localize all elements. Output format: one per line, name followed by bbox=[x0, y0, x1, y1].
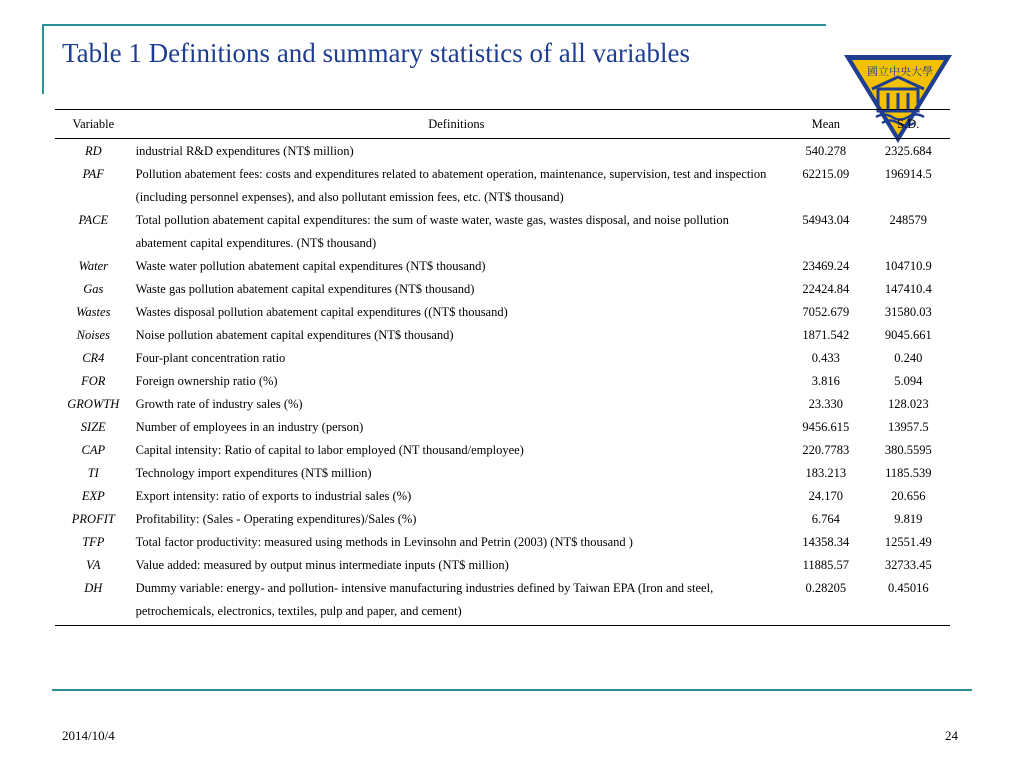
sd-cell: 9.819 bbox=[894, 512, 923, 526]
table-row bbox=[55, 139, 950, 164]
sd-cell: 12551.49 bbox=[884, 535, 932, 549]
table-row bbox=[55, 554, 950, 577]
definition-cell: Foreign ownership ratio (%) bbox=[135, 374, 278, 388]
definition-cell: Pollution abatement fees: costs and expenditures related to abatement operation, maintenance, supervision, test and inspection (including personnel expenses), and also pollutant emission fees, etc. (NT$ thousand) bbox=[135, 167, 767, 204]
mean-cell: 24.170 bbox=[808, 489, 844, 503]
top-frame-line bbox=[42, 24, 826, 26]
table-row bbox=[55, 370, 950, 393]
sd-cell: 31580.03 bbox=[884, 305, 932, 319]
mean-cell: 11885.57 bbox=[802, 558, 850, 572]
definition-cell: Growth rate of industry sales (%) bbox=[135, 397, 303, 411]
sd-cell: 5.094 bbox=[894, 374, 923, 388]
variable-cell: Water bbox=[78, 259, 108, 273]
footer-date: 2014/10/4 bbox=[62, 728, 115, 743]
header-sd: S.D. bbox=[867, 110, 950, 139]
sd-cell: 32733.45 bbox=[884, 558, 932, 572]
table-row bbox=[55, 301, 950, 324]
variable-cell: CR4 bbox=[82, 351, 105, 365]
variable-cell: PAF bbox=[82, 167, 104, 181]
table-row bbox=[55, 439, 950, 462]
table-header-row bbox=[55, 110, 950, 139]
mean-cell: 540.278 bbox=[805, 144, 847, 158]
mean-cell: 14358.34 bbox=[802, 535, 850, 549]
definition-cell: industrial R&D expenditures (NT$ million) bbox=[135, 144, 354, 158]
slide-title: Table 1 Definitions and summary statistics of all variables bbox=[62, 38, 690, 68]
sd-cell: 1185.539 bbox=[885, 466, 932, 480]
definition-cell: Four-plant concentration ratio bbox=[135, 351, 286, 365]
mean-cell: 62215.09 bbox=[802, 167, 850, 181]
header-mean: Mean bbox=[785, 110, 866, 139]
sd-cell: 0.45016 bbox=[867, 577, 950, 626]
sd-cell: 147410.4 bbox=[884, 282, 932, 296]
definition-cell: Total pollution abatement capital expenditures: the sum of waste water, waste gas, wastes disposal, and noise pollution abatement capital expenditures. (NT$ thousand) bbox=[135, 213, 729, 250]
definition-cell: Export intensity: ratio of exports to industrial sales (%) bbox=[135, 489, 412, 503]
definition-cell: Waste gas pollution abatement capital expenditures (NT$ thousand) bbox=[135, 282, 475, 296]
mean-cell: 1871.542 bbox=[802, 328, 850, 342]
mean-cell: 23.330 bbox=[808, 397, 844, 411]
table-row bbox=[55, 485, 950, 508]
table-row bbox=[55, 163, 950, 209]
definition-cell: Number of employees in an industry (person) bbox=[135, 420, 364, 434]
variable-cell: TI bbox=[87, 466, 99, 480]
table-row bbox=[55, 393, 950, 416]
definition-cell: Technology import expenditures (NT$ million) bbox=[135, 466, 372, 480]
table-row bbox=[55, 462, 950, 485]
mean-cell: 7052.679 bbox=[802, 305, 850, 319]
table-row bbox=[55, 416, 950, 439]
sd-cell: 380.5595 bbox=[884, 443, 932, 457]
left-frame-line bbox=[42, 24, 44, 94]
table-row bbox=[55, 324, 950, 347]
definition-cell: Value added: measured by output minus intermediate inputs (NT$ million) bbox=[135, 558, 509, 572]
variable-cell: EXP bbox=[81, 489, 105, 503]
mean-cell: 6.764 bbox=[811, 512, 840, 526]
variable-cell: PACE bbox=[78, 213, 109, 227]
sd-cell: 9045.661 bbox=[884, 328, 932, 342]
logo-text: 國立中央大學 bbox=[867, 65, 933, 78]
definition-cell: Waste water pollution abatement capital expenditures (NT$ thousand) bbox=[135, 259, 486, 273]
header-variable: Variable bbox=[55, 110, 132, 139]
variable-cell: Gas bbox=[83, 282, 104, 296]
sd-cell: 13957.5 bbox=[887, 420, 929, 434]
table-row bbox=[55, 508, 950, 531]
variable-cell: Wastes bbox=[76, 305, 111, 319]
mean-cell: 0.433 bbox=[811, 351, 840, 365]
variable-cell: GROWTH bbox=[67, 397, 120, 411]
definition-cell: Profitability: (Sales - Operating expenditures)/Sales (%) bbox=[135, 512, 417, 526]
table-row bbox=[55, 255, 950, 278]
mean-cell: 3.816 bbox=[811, 374, 840, 388]
definition-cell: Noise pollution abatement capital expenditures (NT$ thousand) bbox=[135, 328, 454, 342]
sd-cell: 196914.5 bbox=[884, 167, 932, 181]
footer-divider bbox=[52, 689, 972, 691]
definition-cell: Capital intensity: Ratio of capital to labor employed (NT thousand/employee) bbox=[135, 443, 524, 457]
summary-table-container bbox=[55, 109, 950, 626]
variable-cell: FOR bbox=[81, 374, 106, 388]
sd-cell: 0.240 bbox=[894, 351, 923, 365]
variable-cell: DH bbox=[55, 577, 132, 626]
table-row bbox=[55, 347, 950, 370]
definition-cell: Wastes disposal pollution abatement capital expenditures ((NT$ thousand) bbox=[135, 305, 508, 319]
variable-cell: PROFIT bbox=[71, 512, 115, 526]
page-number: 24 bbox=[945, 728, 958, 743]
mean-cell: 9456.615 bbox=[802, 420, 850, 434]
mean-cell: 220.7783 bbox=[802, 443, 850, 457]
sd-cell: 20.656 bbox=[891, 489, 926, 503]
mean-cell: 22424.84 bbox=[802, 282, 850, 296]
variable-cell: RD bbox=[84, 144, 102, 158]
sd-cell: 128.023 bbox=[887, 397, 929, 411]
mean-cell: 54943.04 bbox=[802, 213, 850, 227]
variable-cell: TFP bbox=[82, 535, 105, 549]
mean-cell: 23469.24 bbox=[802, 259, 850, 273]
summary-statistics-table bbox=[55, 109, 950, 626]
mean-cell: 0.28205 bbox=[785, 577, 866, 626]
header-definitions: Definitions bbox=[132, 110, 786, 139]
table-row bbox=[55, 577, 950, 626]
variable-cell: SIZE bbox=[80, 420, 106, 434]
table-body bbox=[55, 139, 950, 626]
variable-cell: VA bbox=[86, 558, 101, 572]
sd-cell: 248579 bbox=[889, 213, 928, 227]
sd-cell: 104710.9 bbox=[884, 259, 932, 273]
definition-cell: Total factor productivity: measured using methods in Levinsohn and Petrin (2003) (NT$ thousand ) bbox=[135, 535, 633, 549]
variable-cell: CAP bbox=[81, 443, 106, 457]
definition-cell: Dummy variable: energy- and pollution- intensive manufacturing industries defined by Taiwan EPA (Iron and steel, petrochemicals, electronics, textiles, pulp and paper, and cement) bbox=[132, 577, 786, 626]
table-row bbox=[55, 278, 950, 301]
sd-cell: 2325.684 bbox=[884, 144, 932, 158]
variable-cell: Noises bbox=[76, 328, 110, 342]
table-row bbox=[55, 531, 950, 554]
table-row bbox=[55, 209, 950, 255]
mean-cell: 183.213 bbox=[805, 466, 847, 480]
